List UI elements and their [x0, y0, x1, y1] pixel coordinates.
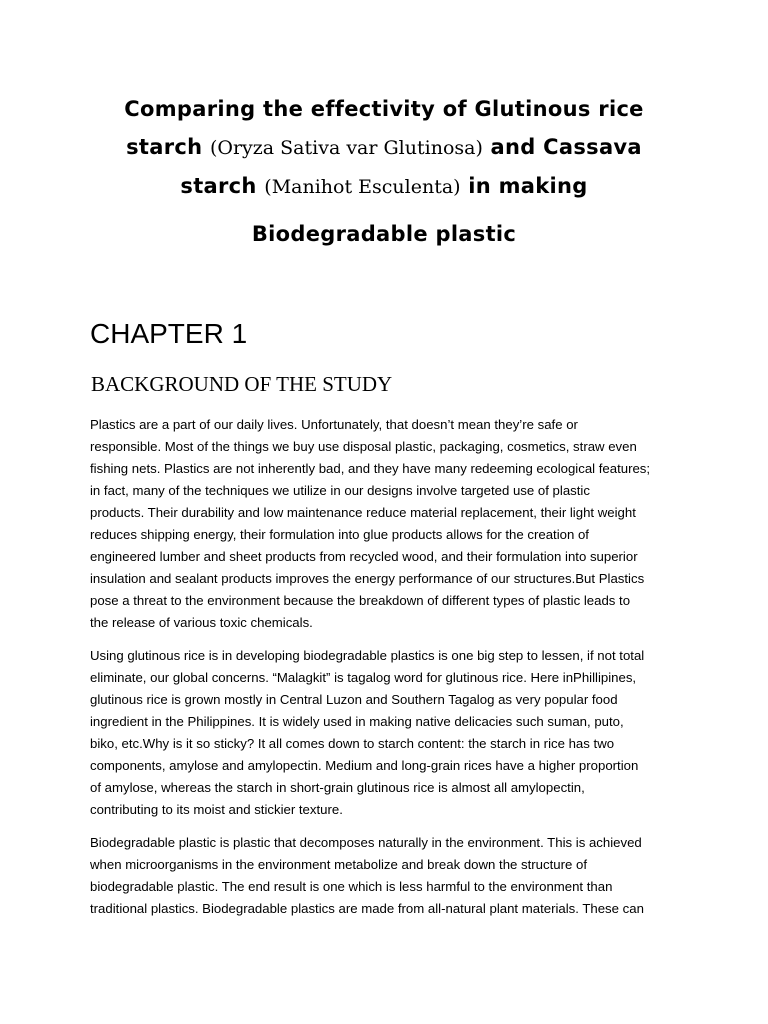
section-heading: BACKGROUND OF THE STUDY [91, 372, 393, 396]
text-line: glutinous rice is grown mostly in Central Luzon and Southern Tagalog as very popular food [90, 692, 618, 707]
body-text [90, 414, 680, 931]
title-text: Comparing the effectivity of Glutinous rice [124, 97, 644, 121]
text-line: pose a threat to the environment because the breakdown of different types of plastic leads to [90, 593, 631, 608]
title-text: starch [126, 135, 203, 159]
scientific-name: (Oryza Sativa var Glutinosa) [209, 137, 483, 159]
title-text: in making [468, 174, 588, 198]
text-line: components, amylose and amylopectin. Medium and long-grain rices have a higher proportion [90, 758, 639, 773]
text-line: Biodegradable plastic is plastic that decomposes naturally in the environment. This is achieved [90, 835, 642, 850]
text-line: Using glutinous rice is in developing biodegradable plastics is one big step to lessen, if not total [90, 648, 645, 663]
text-line: insulation and sealant products improves the energy performance of our structures.But Plastics [90, 571, 645, 586]
text-line: when microorganisms in the environment metabolize and break down the structure of [90, 857, 587, 872]
text-line: Plastics are a part of our daily lives. Unfortunately, that doesn’t mean they’re safe or [90, 417, 578, 432]
scientific-name: (Manihot Esculenta) [264, 176, 461, 198]
title-line-1 [60, 90, 708, 128]
text-line: traditional plastics. Biodegradable plastics are made from all-natural plant materials. These can [90, 901, 644, 916]
text-line: of amylose, whereas the starch in short-grain glutinous rice is almost all amylopectin, [90, 780, 585, 795]
text-line: eliminate, our global concerns. “Malagkit” is tagalog word for glutinous rice. Here inPhillipines, [90, 670, 637, 685]
title-text: starch [180, 174, 257, 198]
document-subtitle: Biodegradable plastic [251, 222, 517, 246]
title-text: and Cassava [490, 135, 642, 159]
paragraph [90, 832, 680, 920]
text-line: biodegradable plastic. The end result is one which is less harmful to the environment than [90, 879, 613, 894]
document-title [60, 90, 708, 206]
text-line: responsible. Most of the things we buy use disposal plastic, packaging, cosmetics, straw even [90, 439, 637, 454]
text-line: fishing nets. Plastics are not inherently bad, and they have many redeeming ecological features; [90, 461, 651, 476]
text-line: biko, etc.Why is it so sticky? It all comes down to starch content: the starch in rice has two [90, 736, 615, 751]
paragraph [90, 414, 680, 634]
text-line: contributing to its moist and stickier texture. [90, 802, 343, 817]
text-line: ingredient in the Philippines. It is widely used in making native delicacies such suman, puto, [90, 714, 624, 729]
title-line-3 [60, 167, 708, 206]
paragraph [90, 645, 680, 821]
text-line: the release of various toxic chemicals. [90, 615, 313, 630]
text-line: engineered lumber and sheet products from recycled wood, and their formulation into superior [90, 549, 638, 564]
text-line: reduces shipping energy, their formulation into glue products allows for the creation of [90, 527, 589, 542]
chapter-heading: CHAPTER 1 [90, 318, 248, 349]
text-line: in fact, many of the techniques we utilize in our designs involve targeted use of plastic [90, 483, 590, 498]
title-line-2 [60, 128, 708, 167]
text-line: products. Their durability and low maintenance reduce material replacement, their light weight [90, 505, 636, 520]
